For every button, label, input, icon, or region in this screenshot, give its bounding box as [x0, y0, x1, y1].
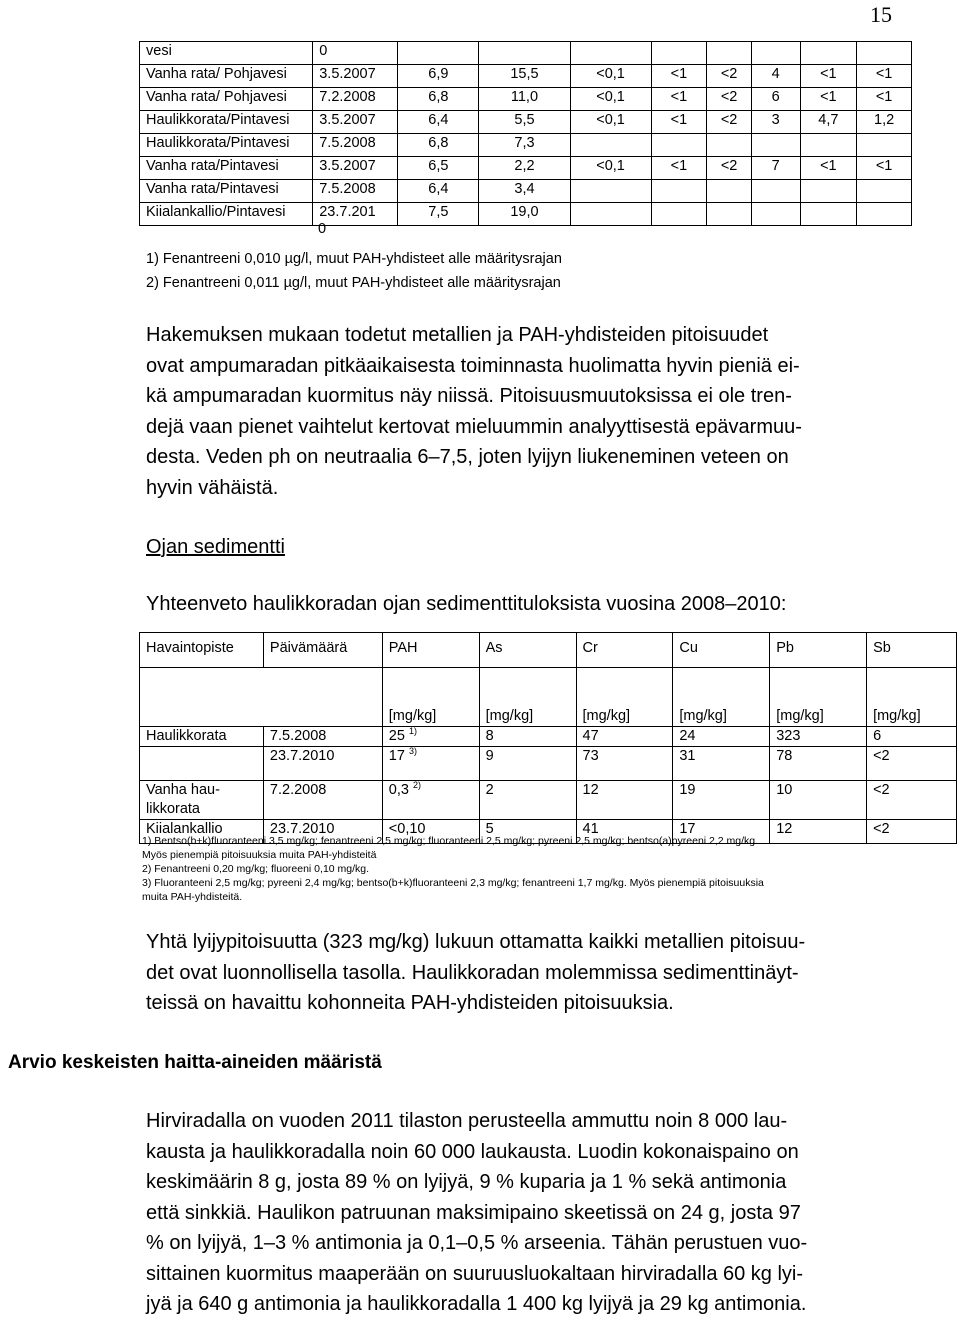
table-row — [140, 203, 912, 226]
cell-place: Haulikkorata — [140, 727, 264, 747]
table-row — [140, 134, 912, 157]
table-cell — [857, 42, 912, 65]
page-number: 15 — [870, 2, 892, 27]
table-cell: 3 — [751, 111, 800, 134]
table-cell: <1 — [651, 65, 707, 88]
summary-line: Yhteenveto haulikkoradan ojan sedimenttituloksista vuosina 2008–2010: — [146, 593, 787, 615]
table-cell — [751, 180, 800, 203]
unit-pb: [mg/kg] — [770, 668, 867, 727]
table-cell — [857, 180, 912, 203]
header-sb: Sb — [867, 633, 957, 668]
table-row — [140, 42, 912, 65]
table-cell: Vanha rata/Pintavesi — [140, 157, 313, 180]
cell-cr: 47 — [576, 727, 673, 747]
table-cell: <0,1 — [570, 88, 651, 111]
cell-pah: 0,3 $^{2)}$ — [382, 781, 479, 820]
header-date: Päivämäärä — [263, 633, 382, 668]
table-cell: <0,1 — [570, 111, 651, 134]
table-cell: vesi — [140, 42, 313, 65]
cell-place — [140, 747, 264, 781]
table-cell — [800, 203, 857, 226]
cell-as: 2 — [479, 781, 576, 820]
unit-as: [mg/kg] — [479, 668, 576, 727]
table-cell — [800, 180, 857, 203]
cell-sb: <2 — [867, 820, 957, 844]
table-row — [140, 727, 957, 747]
cell-place: Kiialankallio — [140, 820, 264, 844]
table-cell: 2,2 — [479, 157, 570, 180]
units-spacer — [140, 668, 383, 727]
table-cell: <1 — [857, 65, 912, 88]
table-cell: 7.5.2008 — [313, 134, 398, 157]
table-cell — [800, 134, 857, 157]
table-cell: 6,4 — [398, 180, 479, 203]
cell-pb: 10 — [770, 781, 867, 820]
table-cell — [570, 42, 651, 65]
table-cell: <2 — [707, 157, 752, 180]
table-row — [140, 747, 957, 781]
table-cell: 6 — [751, 88, 800, 111]
table-cell: <1 — [651, 88, 707, 111]
table-cell: 0 — [313, 42, 398, 65]
table-cell: 19,0 — [479, 203, 570, 226]
table-cell: Haulikkorata/Pintavesi — [140, 134, 313, 157]
table-cell — [570, 180, 651, 203]
table-cell: 4,7 — [800, 111, 857, 134]
cell-pb: 12 — [770, 820, 867, 844]
table-cell — [651, 180, 707, 203]
footnote-line: 1) Bentso(b+k)fluoranteeni 3,5 mg/kg; fenantreeni 2,5 mg/kg; fluoranteeni 2,5 mg/kg; pyreeni 2,5 mg/kg; bentso(a)pyreeni 2,2 mg/kg. — [142, 835, 759, 847]
section-heading: Arvio keskeisten haitta-aineiden määristä — [8, 1052, 382, 1073]
header-pb: Pb — [770, 633, 867, 668]
table-cell — [570, 134, 651, 157]
cell-as: 8 — [479, 727, 576, 747]
header-place: Havaintopiste — [140, 633, 264, 668]
cell-date: 23.7.2010 — [263, 820, 382, 844]
cell-pah: 17 $^{3)}$ — [382, 747, 479, 781]
cell-pb: 323 — [770, 727, 867, 747]
table-cell: <2 — [707, 88, 752, 111]
table-cell — [707, 134, 752, 157]
table-cell: <2 — [707, 65, 752, 88]
table-cell — [800, 42, 857, 65]
table-row — [140, 65, 912, 88]
table-cell: Vanha rata/Pintavesi — [140, 180, 313, 203]
table-cell: 3.5.2007 — [313, 157, 398, 180]
table-cell: <1 — [651, 111, 707, 134]
cell-pb: 78 — [770, 747, 867, 781]
table-cell — [398, 42, 479, 65]
cell-sb: 6 — [867, 727, 957, 747]
sediment-results-table — [139, 632, 957, 844]
header-pah: PAH — [382, 633, 479, 668]
table-cell: 6,4 — [398, 111, 479, 134]
table-cell: 7 — [751, 157, 800, 180]
table-cell: 4 — [751, 65, 800, 88]
table-cell — [751, 42, 800, 65]
table-cell: 6,5 — [398, 157, 479, 180]
table-cell: 5,5 — [479, 111, 570, 134]
cell-cu: 24 — [673, 727, 770, 747]
paragraph-lead-levels: Yhtä lyijypitoisuutta (323 mg/kg) lukuun ottamatta kaikki metallien pitoisuu- det ovat luonnollisella tasolla. Haulikkoradan molemmissa sedimenttinäyt- teissä on havaittu kohonneita PAH-yhdisteiden pitoisuuksia. — [146, 931, 806, 1014]
section-subheading: Ojan sedimentti — [146, 536, 285, 558]
table-cell: Haulikkorata/Pintavesi — [140, 111, 313, 134]
footnote-line: muita PAH-yhdisteitä. — [142, 891, 243, 903]
table-row — [140, 157, 912, 180]
table-cell — [751, 203, 800, 226]
table-cell: <1 — [857, 88, 912, 111]
water-results-table — [139, 41, 912, 226]
table-cell: <0,1 — [570, 157, 651, 180]
table-cell: Kiialankallio/Pintavesi — [140, 203, 313, 226]
header-cu: Cu — [673, 633, 770, 668]
table-cell — [707, 180, 752, 203]
table-cell: 1,2 — [857, 111, 912, 134]
footnotes — [142, 834, 942, 904]
cell-cu: 17 — [673, 820, 770, 844]
cell-cu: 31 — [673, 747, 770, 781]
table-cell: 6,8 — [398, 88, 479, 111]
table-cell — [751, 134, 800, 157]
table-cell: <1 — [800, 157, 857, 180]
cell-date: 23.7.2010 — [263, 747, 382, 781]
table-cell — [707, 42, 752, 65]
unit-cu: [mg/kg] — [673, 668, 770, 727]
table-cell — [857, 134, 912, 157]
table-cell: <2 — [707, 111, 752, 134]
footnote-line: Myös pienempiä pitoisuuksia muita PAH-yhdisteitä — [142, 849, 377, 861]
cell-pah: <0,10 — [382, 820, 479, 844]
table-cell: 7,5 — [398, 203, 479, 226]
table-cell: Vanha rata/ Pohjavesi — [140, 65, 313, 88]
paragraph-load-estimate: Hirviradalla on vuoden 2011 tilaston perusteella ammuttu noin 8 000 lau- kausta ja haulikkoradalla noin 60 000 laukausta. Luodin kokonaispaino on keskimäärin 8 g, josta 89 % on lyijyä, 9 % kuparia ja 1 % sekä antimonia että sinkkiä. Haulikon patruunan maksimipaino skeetissä on 24 g, josta 97 % on lyijyä, 1–3 % antimonia ja 0,1–0,5 % arseenia. Tähän perustuen vuo- sittainen kuormitus maaperään on suuruusluokaltaan hirviradalla 60 kg lyi- jyä ja 640 g antimonia ja haulikkoradalla 1 400 kg lyijyä ja 29 kg antimonia. — [146, 1110, 808, 1315]
table-cell: 7.2.2008 — [313, 88, 398, 111]
table-note-1: 1) Fenantreeni 0,010 µg/l, muut PAH-yhdisteet alle määritysrajan — [146, 251, 562, 267]
unit-cr: [mg/kg] — [576, 668, 673, 727]
table-row — [140, 781, 957, 820]
unit-pah: [mg/kg] — [382, 668, 479, 727]
table-row — [140, 180, 912, 203]
footnote-line: 2) Fenantreeni 0,20 mg/kg; fluoreeni 0,10 mg/kg. — [142, 863, 370, 875]
table-cell — [857, 203, 912, 226]
table-cell: Vanha rata/ Pohjavesi — [140, 88, 313, 111]
header-cr: Cr — [576, 633, 673, 668]
cell-cr: 73 — [576, 747, 673, 781]
footnote-line: 3) Fluoranteeni 2,5 mg/kg; pyreeni 2,4 mg/kg; bentso(b+k)fluoranteeni 2,3 mg/kg; fenantreeni 1,7 mg/kg. Myös pienempiä pitoisuuksia — [142, 877, 764, 889]
table-cell: <1 — [857, 157, 912, 180]
table-cell: <0,1 — [570, 65, 651, 88]
paragraph-metal-concentrations: Hakemuksen mukaan todetut metallien ja PAH-yhdisteiden pitoisuudet ovat ampumaradan pitkäaikaisesta toiminnasta huolimatta hyvin pieniä ei- kä ampumaradan kuormitus näy niissä. Pitoisuusmuutoksissa ei ole tren- dejä vaan pienet vaihtelut kertovat mieluummin analyyttisestä epävarmuu- desta. Veden ph on neutraalia 6–7,5, joten lyijyn liukeneminen veteen on hyvin vähäistä. — [146, 324, 802, 499]
cell-as: 5 — [479, 820, 576, 844]
cell-place: Vanha hau- likkorata — [140, 781, 264, 820]
cell-pah: 25 $^{1)}$ — [382, 727, 479, 747]
unit-sb: [mg/kg] — [867, 668, 957, 727]
table-cell — [651, 42, 707, 65]
table-cell: 11,0 — [479, 88, 570, 111]
table-cell — [707, 203, 752, 226]
table-cell: 7,3 — [479, 134, 570, 157]
cell-sb: <2 — [867, 747, 957, 781]
cell-sb: <2 — [867, 781, 957, 820]
header-as: As — [479, 633, 576, 668]
cell-cr: 41 — [576, 820, 673, 844]
table-cell: 3.5.2007 — [313, 111, 398, 134]
table-cell — [651, 203, 707, 226]
table-cell — [651, 134, 707, 157]
cell-date: 7.5.2008 — [263, 727, 382, 747]
table-cell: 6,9 — [398, 65, 479, 88]
cell-as: 9 — [479, 747, 576, 781]
table-cell: 15,5 — [479, 65, 570, 88]
cell-cr: 12 — [576, 781, 673, 820]
table-cell: 3,4 — [479, 180, 570, 203]
table-cell: <1 — [651, 157, 707, 180]
table-cell: 3.5.2007 — [313, 65, 398, 88]
table-cell — [479, 42, 570, 65]
cell-cu: 19 — [673, 781, 770, 820]
table-row — [140, 111, 912, 134]
table-cell — [570, 203, 651, 226]
table-cell: 6,8 — [398, 134, 479, 157]
table-row — [140, 88, 912, 111]
table-cell: 23.7.201 — [313, 203, 398, 226]
table-continuation: 0 — [318, 221, 327, 237]
table-cell: <1 — [800, 88, 857, 111]
cell-date: 7.2.2008 — [263, 781, 382, 820]
table-note-2: 2) Fenantreeni 0,011 µg/l, muut PAH-yhdisteet alle määritysrajan — [146, 275, 561, 291]
table-cell: <1 — [800, 65, 857, 88]
table-cell: 7.5.2008 — [313, 180, 398, 203]
